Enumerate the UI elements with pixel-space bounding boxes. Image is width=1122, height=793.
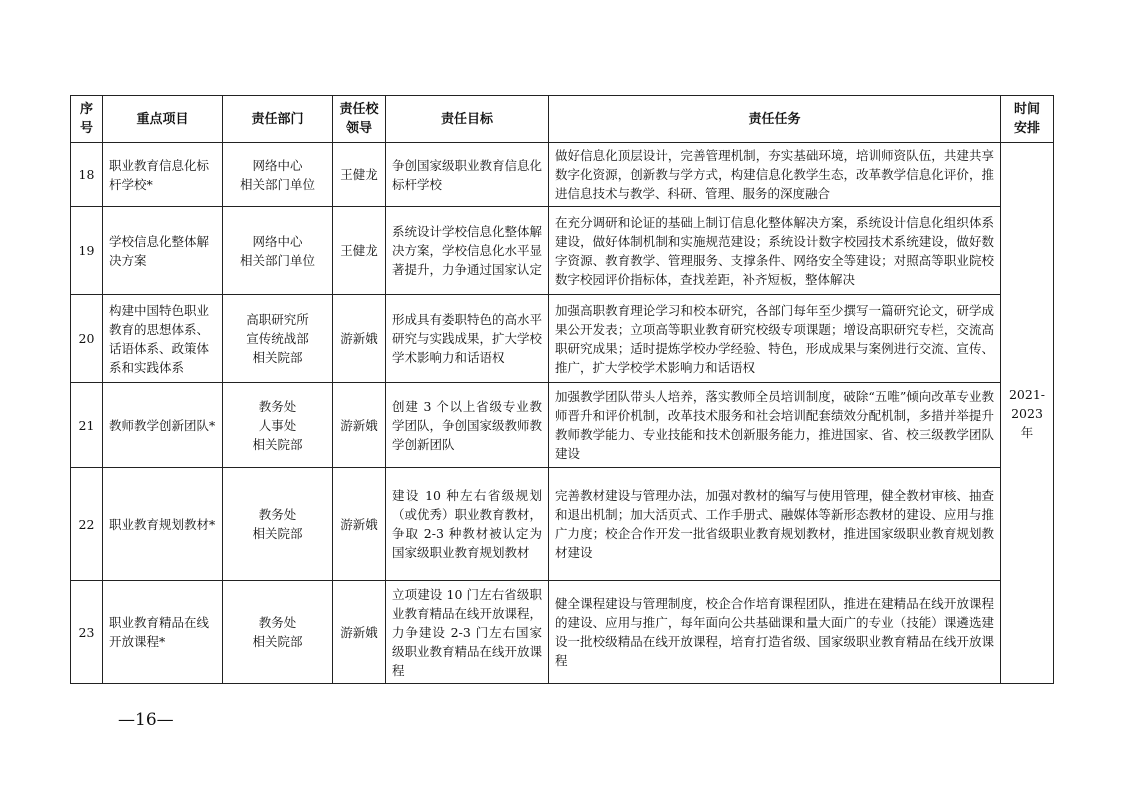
- row-task: 健全课程建设与管理制度，校企合作培育课程团队，推进在建精品在线开放课程的建设、应用与推广，每年面向公共基础课和量大面广的专业（技能）课遴选建设一批校级精品在线开放课程，培育打造省级、国家级职业教育精品在线开放课程: [549, 581, 1001, 684]
- row-project: 构建中国特色职业教育的思想体系、话语体系、政策体系和实践体系: [103, 295, 223, 383]
- row-leader: 游新娥: [333, 581, 386, 684]
- row-project: 职业教育信息化标杆学校*: [103, 143, 223, 207]
- row-project: 教师教学创新团队*: [103, 383, 223, 468]
- row-goal: 建设 10 种左右省级规划（或优秀）职业教育教材，争取 2-3 种教材被认定为国家级职业教育规划教材: [386, 468, 549, 581]
- time-arrangement: 2021- 2023 年: [1001, 143, 1054, 684]
- table-row: [71, 383, 1054, 468]
- table-header-row: [71, 96, 1054, 143]
- row-goal: 立项建设 10 门左右省级职业教育精品在线开放课程，力争建设 2-3 门左右国家级职业教育精品在线开放课程: [386, 581, 549, 684]
- page-number: —16—: [118, 710, 174, 730]
- row-number: 19: [71, 207, 103, 295]
- table-row: [71, 295, 1054, 383]
- row-task: 完善教材建设与管理办法，加强对教材的编写与使用管理，健全教材审核、抽查和退出机制；加大活页式、工作手册式、融媒体等新形态教材的建设、应用与推广力度；校企合作开发一批省级职业教育规划教材，推进国家级职业教育规划教材建设: [549, 468, 1001, 581]
- row-leader: 游新娥: [333, 383, 386, 468]
- row-number: 22: [71, 468, 103, 581]
- row-goal: 系统设计学校信息化整体解决方案，学校信息化水平显著提升，力争通过国家认定: [386, 207, 549, 295]
- row-department: 网络中心 相关部门单位: [223, 143, 333, 207]
- row-task: 加强教学团队带头人培养，落实教师全员培训制度，破除“五唯”倾向改革专业教师晋升和评价机制，改革技术服务和社会培训配套绩效分配机制，多措并举提升教师教学能力、专业技能和技术创新服务能力，推进国家、省、校三级教学团队建设: [549, 383, 1001, 468]
- row-goal: 争创国家级职业教育信息化标杆学校: [386, 143, 549, 207]
- row-project: 职业教育精品在线开放课程*: [103, 581, 223, 684]
- header-department: 责任部门: [223, 96, 333, 143]
- row-number: 18: [71, 143, 103, 207]
- table-row: [71, 207, 1054, 295]
- row-number: 21: [71, 383, 103, 468]
- row-department: 教务处 相关院部: [223, 581, 333, 684]
- header-time: 时间 安排: [1001, 96, 1054, 143]
- table-row: [71, 581, 1054, 684]
- row-leader: 王健龙: [333, 143, 386, 207]
- row-department: 教务处 相关院部: [223, 468, 333, 581]
- row-goal: 形成具有娄职特色的高水平研究与实践成果，扩大学校学术影响力和话语权: [386, 295, 549, 383]
- row-project: 学校信息化整体解决方案: [103, 207, 223, 295]
- header-goal: 责任目标: [386, 96, 549, 143]
- row-leader: 游新娥: [333, 295, 386, 383]
- row-leader: 王健龙: [333, 207, 386, 295]
- row-project: 职业教育规划教材*: [103, 468, 223, 581]
- header-project: 重点项目: [103, 96, 223, 143]
- header-number: 序 号: [71, 96, 103, 143]
- row-task: 在充分调研和论证的基础上制订信息化整体解决方案，系统设计信息化组织体系建设，做好体制机制和实施规范建设；系统设计数字校园技术系统建设，做好数字资源、教育教学、管理服务、支撑条件、网络安全等建设；对照高等职业院校数字校园评价指标体，查找差距，补齐短板，整体解决: [549, 207, 1001, 295]
- row-department: 教务处 人事处 相关院部: [223, 383, 333, 468]
- row-number: 23: [71, 581, 103, 684]
- row-number: 20: [71, 295, 103, 383]
- row-task: 加强高职教育理论学习和校本研究，各部门每年至少撰写一篇研究论文，研学成果公开发表；立项高等职业教育研究校级专项课题；增设高职研究专栏，交流高职研究成果；适时提炼学校办学经验、特色，形成成果与案例进行交流、宣传、推广，扩大学校学术影响力和话语权: [549, 295, 1001, 383]
- row-leader: 游新娥: [333, 468, 386, 581]
- responsibility-table: [70, 95, 1054, 684]
- row-task: 做好信息化顶层设计，完善管理机制，夯实基础环境，培训师资队伍，共建共享数字化资源，创新教与学方式，构建信息化教学生态，改革教学信息化评价，推进信息技术与教学、科研、管理、服务的深度融合: [549, 143, 1001, 207]
- row-department: 高职研究所 宣传统战部 相关院部: [223, 295, 333, 383]
- table-row: [71, 468, 1054, 581]
- row-department: 网络中心 相关部门单位: [223, 207, 333, 295]
- header-task: 责任任务: [549, 96, 1001, 143]
- table-row: [71, 143, 1054, 207]
- row-goal: 创建 3 个以上省级专业教学团队，争创国家级教师教学创新团队: [386, 383, 549, 468]
- header-leader: 责任校 领导: [333, 96, 386, 143]
